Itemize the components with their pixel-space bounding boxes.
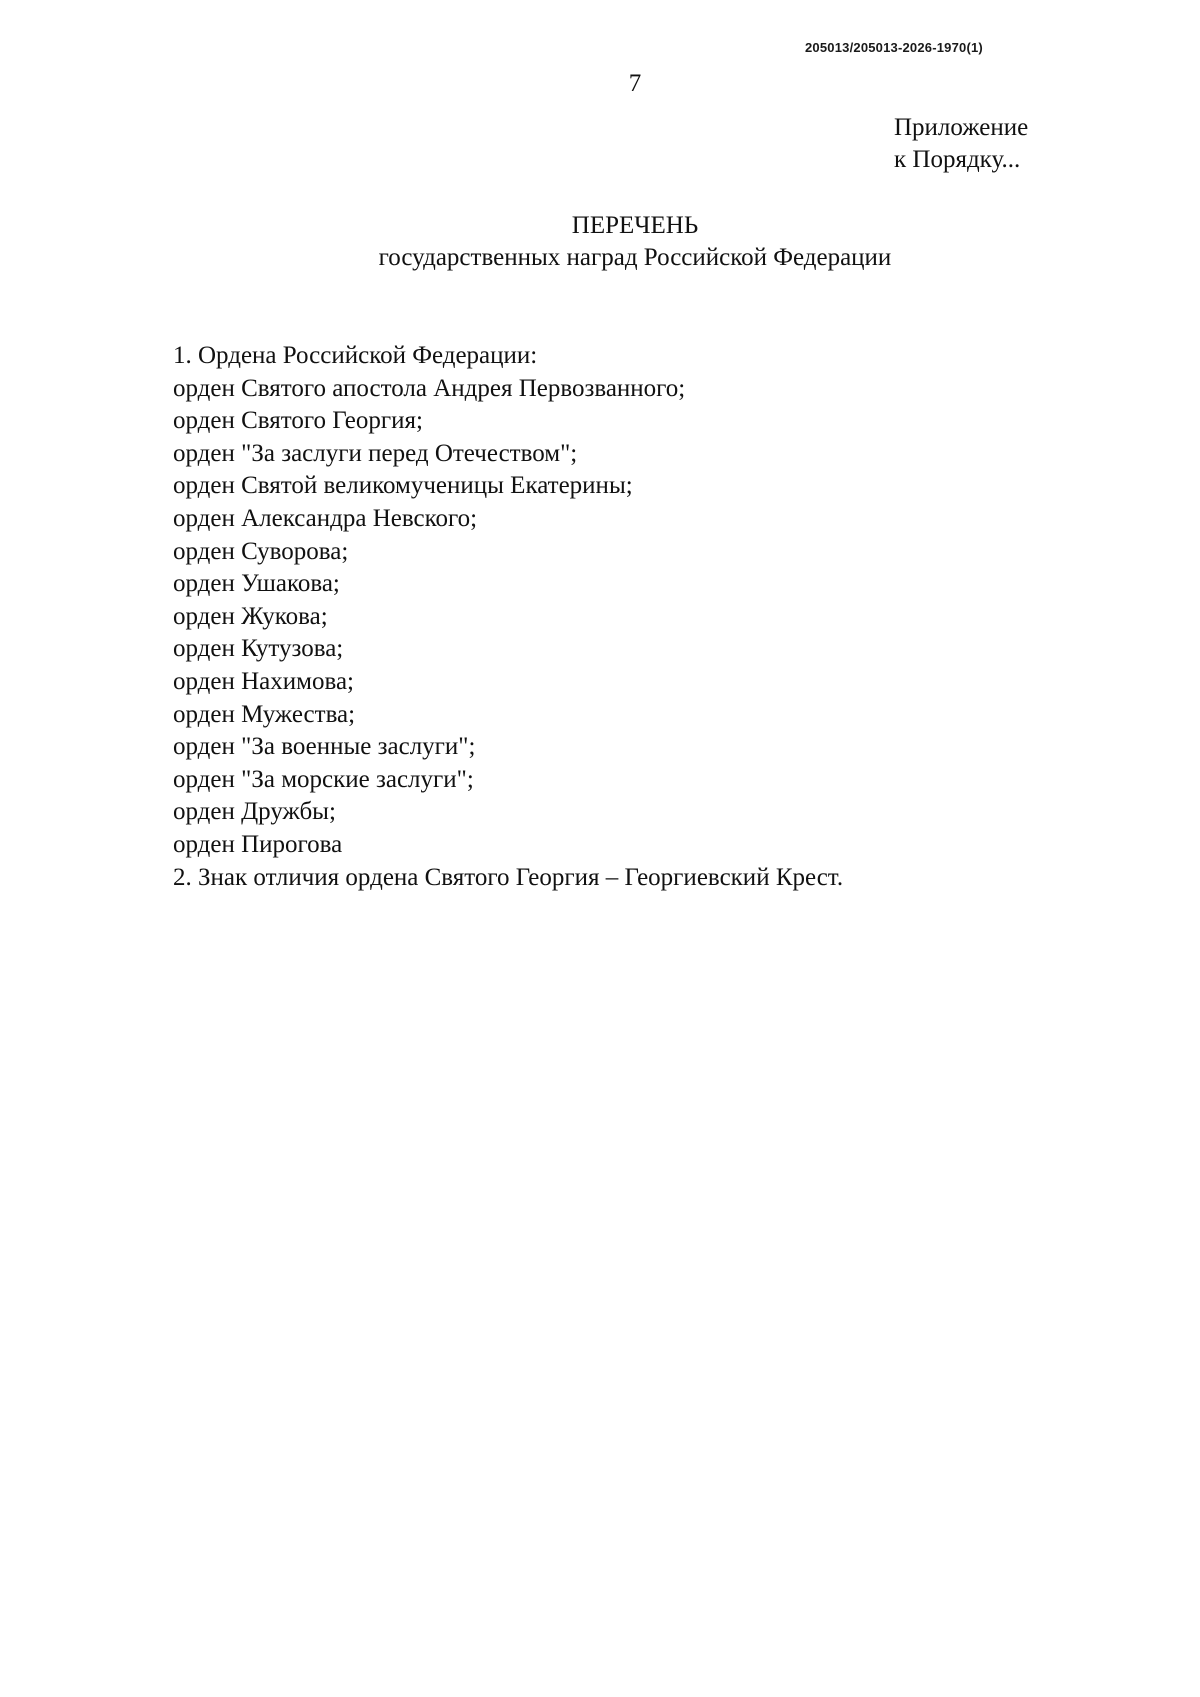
list-item: орден Дружбы; (173, 798, 336, 826)
list-item: орден Мужества; (173, 700, 356, 728)
list-item: 1. Ордена Российской Федерации: (173, 342, 538, 369)
list-item: орден "За военные заслуги"; (173, 733, 476, 761)
list-item: орден Жукова; (173, 602, 328, 630)
appendix-reference (894, 112, 1028, 176)
title-block (0, 210, 1200, 274)
appendix-line-1: Приложение (894, 114, 1029, 141)
list-item: орден Пирогова (173, 830, 343, 858)
list-item: орден Ушакова; (173, 570, 340, 598)
document-id: 205013/205013-2026-1970(1) (805, 40, 983, 55)
list-item: орден "За морские заслуги"; (173, 765, 474, 793)
list-item: орден Святого Георгия; (173, 407, 423, 435)
list-item: орден Суворова; (173, 537, 349, 565)
list-item: орден Нахимова; (173, 667, 354, 695)
list-item: орден Кутузова; (173, 635, 344, 663)
list-item: орден Александра Невского; (173, 504, 478, 532)
list-item: орден Святого апостола Андрея Первозванного; (173, 374, 686, 402)
document-title: ПЕРЕЧЕНЬ (571, 212, 699, 239)
awards-list (173, 340, 843, 894)
list-item: 2. Знак отличия ордена Святого Георгия – Георгиевский Крест. (173, 863, 844, 891)
list-item: орден "За заслуги перед Отечеством"; (173, 439, 578, 467)
list-item: орден Святой великомученицы Екатерины; (173, 472, 633, 500)
page-number: 7 (628, 70, 642, 97)
appendix-line-2: к Порядку... (894, 146, 1021, 173)
document-subtitle: государственных наград Российской Федерации (378, 244, 892, 271)
